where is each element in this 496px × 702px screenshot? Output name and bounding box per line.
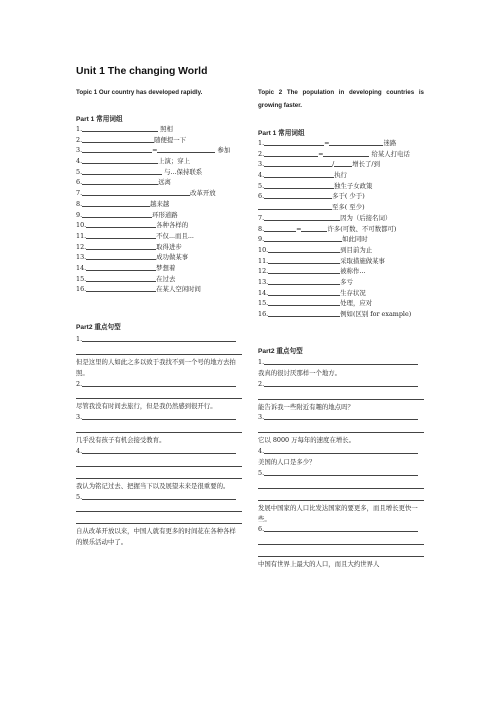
answer-blank[interactable] [264,159,332,167]
list-item: 2. = 给某人打电话 [258,149,410,158]
list-item: 3. / 增长了/到 [258,160,380,169]
list-item: 7. 改革开放 [76,189,216,198]
answer-blank[interactable] [82,210,152,218]
answer-line[interactable] [76,502,242,512]
answer-blank[interactable] [264,170,334,178]
answer-line[interactable] [76,469,242,479]
answer-blank[interactable] [82,167,162,175]
sentence-prompt: 它以 8000 万每年的速度在增长。 [258,436,356,445]
answer-line[interactable] [76,514,242,524]
answer-blank[interactable] [264,213,340,221]
sentence-prompt: 我认为铭记过去、把握当下以及展望未来是很重要的。 [76,481,230,490]
answer-line[interactable] [258,390,424,400]
list-item: 4. 我认为铭记过去、把握当下以及展望未来是很重要的。 [76,446,242,492]
list-item: 3. 几乎没有孩子有机会接受教育。 [76,412,242,446]
right-part1-label: Part 1 常用词组 [258,130,305,137]
list-item: 14. 生存状况 [258,288,366,297]
list-item: 1. 照相 [76,125,173,133]
list-item: 10. 各种各样的 [76,221,189,230]
answer-line[interactable] [264,524,418,532]
sentence-prompt: 但是这里的人如此之多以致于我找不到一个号的地方去拍照。 [76,357,236,377]
sentence-prompt: 发展中国家的人口比发达国家的要更多，而且增长更快一些。 [258,503,418,523]
list-item: 16. 在某人空闲时间 [76,285,201,294]
list-item: 1. 我真的很讨厌那样一个地方。 [258,357,424,379]
list-item: 1. 但是这里的人如此之多以致于我找不到一个号的地方去拍照。 [76,334,242,379]
list-item: 6. 多于( 少于) [258,192,365,201]
list-item: 4. 上演；穿上 [76,157,191,166]
answer-line[interactable] [258,535,424,545]
list-item: 13. 多亏 [258,277,353,286]
answer-blank[interactable] [268,245,340,253]
answer-line[interactable] [82,492,236,500]
answer-line[interactable] [264,468,418,476]
answer-line[interactable] [264,379,418,387]
answer-line[interactable] [264,357,418,365]
answer-blank[interactable] [258,202,332,210]
answer-line[interactable] [76,345,242,355]
list-item: 1. = 迷路 [258,139,397,147]
answer-blank[interactable] [329,138,383,146]
list-item: 4. 执行 [258,171,347,180]
answer-blank[interactable] [86,252,156,260]
answer-blank[interactable] [334,159,352,167]
answer-line[interactable] [264,446,418,454]
answer-line[interactable] [82,379,236,387]
answer-line[interactable] [76,423,242,433]
answer-blank[interactable] [82,199,150,207]
list-item: 9. 环形道路 [76,210,178,219]
topic-1-heading: Topic 1 Our country has developed rapidly. [76,89,203,96]
left-part1-label: Part 1 常用词组 [76,116,123,123]
list-item: 9. 如此同时 [258,235,368,244]
sentence-prompt: 尽管我没有时间去旅行，但是我仍然感到很开行。 [76,402,217,411]
list-item: 14. 梦想着 [76,263,176,272]
list-item: 6. 远离 [76,178,171,187]
left-part2-label: Part2 重点句型 [76,324,121,331]
list-item: 7. 因为（后接名词） [258,213,392,222]
answer-blank[interactable] [264,191,332,199]
right-part2-label: Part2 重点句型 [258,348,303,355]
answer-blank[interactable] [264,138,324,146]
unit-title: Unit 1 The changing World [76,66,208,77]
answer-blank[interactable] [264,181,334,189]
list-item: 4. 美国的人口是多少？ [258,446,424,468]
answer-blank[interactable] [268,309,340,317]
answer-blank[interactable] [86,220,156,228]
list-item: 2. 随便提一下 [76,135,187,144]
left-sentence-list [76,334,242,548]
answer-blank[interactable] [86,284,156,292]
answer-blank[interactable] [157,145,215,153]
answer-blank[interactable] [264,224,296,232]
list-item: 5. 自从改革开放以来，中国人就有更多的时间花在各种各样的娱乐活动中了。 [76,492,242,548]
left-vocab-list [76,124,230,295]
answer-blank[interactable] [86,242,156,250]
answer-blank[interactable] [82,124,158,132]
answer-blank[interactable] [82,145,152,153]
answer-blank[interactable] [86,263,156,271]
answer-blank[interactable] [82,156,158,164]
sentence-prompt: 能告诉我一些附近有趣的地点吗？ [258,402,354,411]
list-item: 5. 与...保持联系 [76,167,203,176]
answer-blank[interactable] [268,288,340,296]
answer-line[interactable] [258,491,424,501]
topic-2-heading: Topic 2 The population in developing countries is growing faster. [258,89,424,109]
list-item: 16. 例如(区别 for example) [258,310,412,318]
answer-line[interactable] [82,446,236,454]
right-sentence-list [258,357,424,570]
list-item: 2. 能告诉我一些附近有趣的地点吗？ [258,379,424,413]
list-item: 5. 独生子女政策 [258,181,373,190]
right-vocab-list [258,138,411,320]
answer-blank[interactable] [86,231,156,239]
answer-line[interactable] [258,423,424,433]
list-item: 15. 处理，应对 [258,299,373,308]
sentence-prompt: 我真的很讨厌那样一个地方。 [258,368,342,377]
answer-blank[interactable] [268,277,340,285]
answer-blank[interactable] [82,188,190,196]
answer-line[interactable] [76,457,242,467]
list-item: 3. = 参加 [76,146,231,155]
answer-blank[interactable] [264,234,342,242]
list-item: 2. 尽管我没有时间去旅行，但是我仍然感到很开行。 [76,379,242,413]
answer-blank[interactable] [323,149,369,157]
list-item: 3. 它以 8000 万每年的速度在增长。 [258,412,424,446]
list-item: 11. 不仅...而且... [76,231,194,240]
answer-line[interactable] [258,479,424,489]
answer-blank[interactable] [264,149,318,157]
sentence-prompt: 自从改革开放以来，中国人就有更多的时间花在各种各样的娱乐活动中了。 [76,527,236,547]
sentence-prompt: 几乎没有孩子有机会接受教育。 [76,436,166,445]
list-item: 11. 采取措施做某事 [258,256,385,265]
answer-line[interactable] [264,412,418,420]
answer-blank[interactable] [268,256,340,264]
list-item: 6. 中国有世界上最大的人口，而且大约世界人 [258,524,424,570]
list-item: 13. 成功做某事 [76,253,189,262]
list-item: 12. 取得进步 [76,242,182,251]
answer-blank[interactable] [82,177,158,185]
list-item: 至多( 至少) [258,202,411,213]
list-item: 8. 越来越 [76,199,170,208]
answer-blank[interactable] [268,298,340,306]
list-item: 15. 在过去 [76,274,176,283]
list-item: 5. 发展中国家的人口比发达国家的要更多，而且增长更快一些。 [258,468,424,524]
list-item: 10. 到目前为止 [258,245,373,254]
sentence-prompt: 美国的人口是多少？ [258,458,316,467]
list-item: 8. = 许多(可数、不可数都可) [258,224,397,233]
answer-blank[interactable] [268,266,340,274]
answer-line[interactable] [258,547,424,557]
list-item: 12. 被称作... [258,267,366,276]
answer-blank[interactable] [82,135,154,143]
answer-line[interactable] [82,334,236,342]
answer-line[interactable] [82,412,236,420]
answer-blank[interactable] [86,274,156,282]
answer-line[interactable] [76,389,242,399]
answer-blank[interactable] [301,224,327,232]
sentence-prompt: 中国有世界上最大的人口，而且大约世界人 [258,560,380,569]
